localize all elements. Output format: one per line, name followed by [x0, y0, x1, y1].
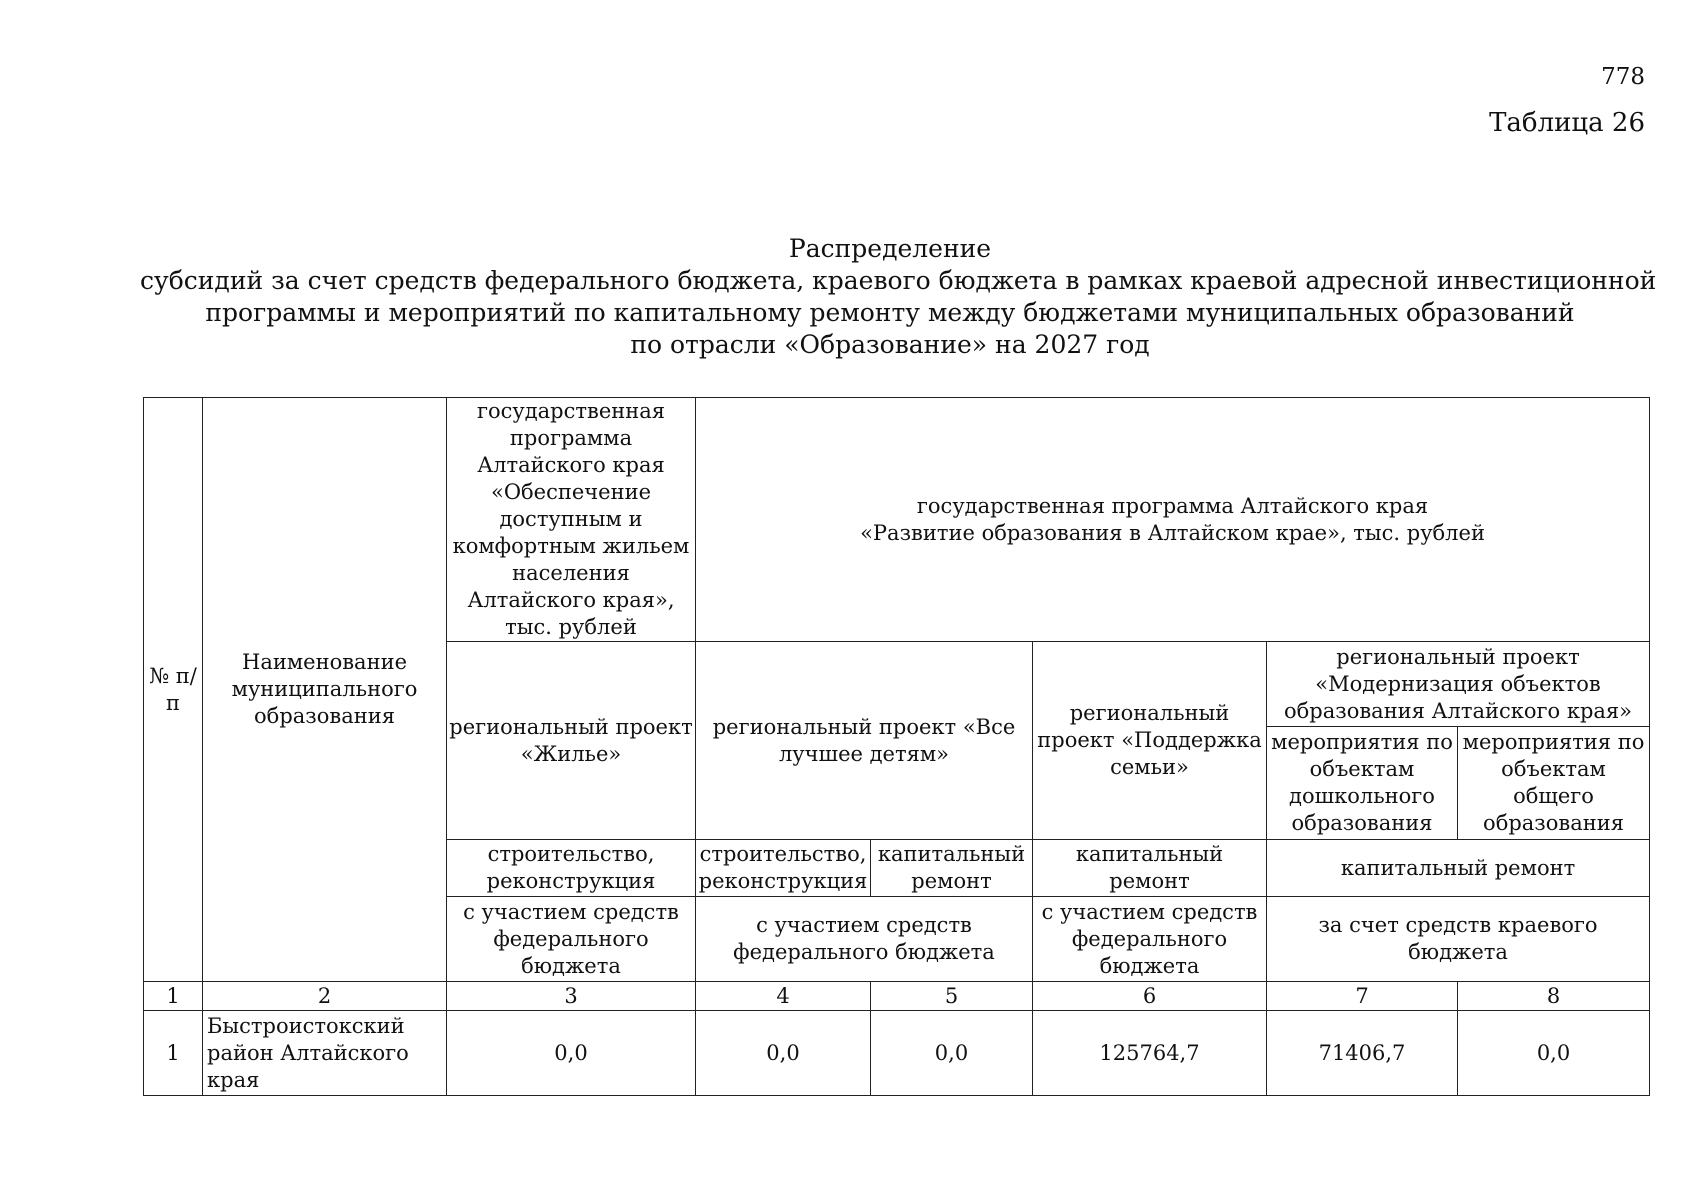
header-project-modernization: региональный проект «Модернизация объектов образования Алтайского края» [1267, 642, 1650, 727]
row-value: 125764,7 [1033, 1011, 1267, 1096]
header-project-best-children: региональный проект «Все лучшее детям» [696, 642, 1033, 840]
header-capital-repair-1: капитальный ремонт [871, 840, 1033, 897]
column-number: 4 [696, 982, 871, 1011]
column-number: 3 [447, 982, 696, 1011]
header-name: Наименование муниципального образования [203, 398, 447, 982]
document-heading [140, 233, 1657, 361]
column-number: 2 [203, 982, 447, 1011]
row-value: 71406,7 [1267, 1011, 1458, 1096]
row-value: 0,0 [447, 1011, 696, 1096]
header-program-education-line-2: «Развитие образования в Алтайском крае», тыс. рублей [860, 520, 1485, 545]
header-row-1 [144, 398, 1650, 642]
header-regional: за счет средств краевого бюджета [1267, 897, 1650, 982]
row-municipality-name: Быстроистокский район Алтайского края [203, 1011, 447, 1096]
heading-line-4: по отрасли «Образование» на 2027 год [630, 330, 1150, 359]
row-value: 0,0 [696, 1011, 871, 1096]
row-num: 1 [144, 1011, 203, 1096]
header-capital-repair-3: капитальный ремонт [1267, 840, 1650, 897]
heading-line-1: Распределение [788, 234, 992, 263]
row-value: 0,0 [1458, 1011, 1650, 1096]
header-federal-1: с участием средств федерального бюджета [447, 897, 696, 982]
page-number: 778 [1601, 64, 1645, 90]
header-program-housing: государственная программа Алтайского края «Обеспечение доступным и комфортным жильем населения Алтайского края», тыс. рублей [447, 398, 696, 642]
heading-line-2: субсидий за счет средств федерального бюджета, краевого бюджета в рамках краевой адресной инвестиционной [140, 266, 1657, 295]
header-federal-2: с участием средств федерального бюджета [696, 897, 1033, 982]
header-project-family: региональный проект «Поддержка семьи» [1033, 642, 1267, 840]
column-number: 5 [871, 982, 1033, 1011]
header-capital-repair-2: капитальный ремонт [1033, 840, 1267, 897]
column-number: 1 [144, 982, 203, 1011]
heading-line-3: программы и мероприятий по капитальному ремонту между бюджетами муниципальных образований [205, 298, 1575, 327]
column-number: 8 [1458, 982, 1650, 1011]
header-construction-2: строительство, реконструкция [696, 840, 871, 897]
subsidy-table [143, 397, 1650, 1096]
header-measures-general: мероприятия по объектам общего образования [1458, 727, 1650, 840]
header-project-zhilye: региональный проект «Жилье» [447, 642, 696, 840]
header-program-education-line-1: государственная программа Алтайского края [916, 493, 1429, 518]
header-program-education [696, 398, 1650, 642]
column-number-row [144, 982, 1650, 1011]
row-value: 0,0 [871, 1011, 1033, 1096]
column-number: 6 [1033, 982, 1267, 1011]
table-label: Таблица 26 [1489, 108, 1645, 138]
table-row [144, 1011, 1650, 1096]
header-construction-1: строительство, реконструкция [447, 840, 696, 897]
header-federal-3: с участием средств федерального бюджета [1033, 897, 1267, 982]
header-num: № п/п [144, 398, 203, 982]
header-measures-preschool: мероприятия по объектам дошкольного образования [1267, 727, 1458, 840]
column-number: 7 [1267, 982, 1458, 1011]
